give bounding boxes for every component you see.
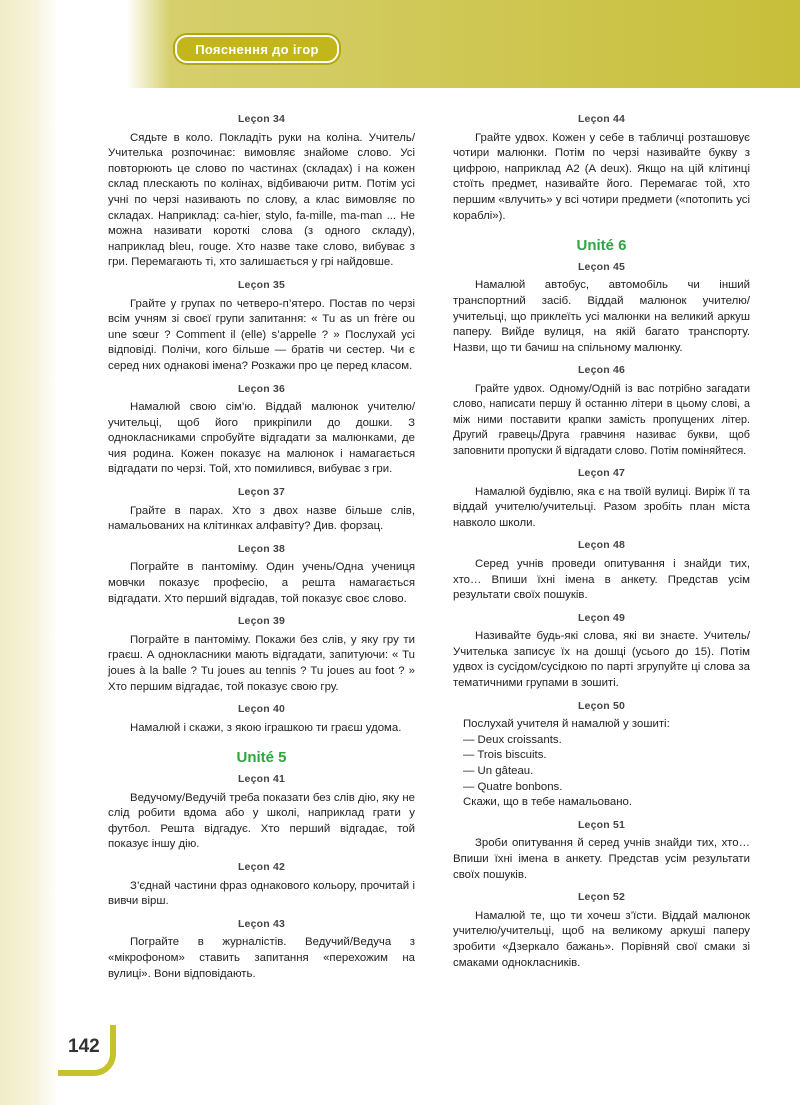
lesson-title: Leçon 34 <box>237 113 286 125</box>
lesson-title: Leçon 50 <box>577 699 626 712</box>
page-number: 142 <box>68 1036 100 1057</box>
lesson-title: Leçon 43 <box>237 917 286 930</box>
lesson-title: Leçon 52 <box>577 891 626 904</box>
unit-6-heading: Unité 6 <box>576 237 627 255</box>
lesson-44 <box>453 112 750 224</box>
lesson-text: Сядьте в коло. Покладіть руки на коліна. Учитель/Учителька розпочинає: вимовляє знайоме слово. Усі повторюють це слово по частинах (складах) і на кожен склад плескають по колінах, відбиваючи ритм. Потім усі учні по черзі називають по слову, а клас вимовляє по складах. Наприклад: ca-hier, stylo, fa-mille, ma-man ... Не можна називати короткі слова (з одного складу), наприклад bleu, rouge. Хто назве таке слово, вибуває з гри. Перемагають ті, хто залишається у грі найдовше. <box>108 131 415 269</box>
lesson-text: Грайте удвох. Кожен у себе в табличці розташовує чотири малюнки. Потім по черзі називайте букву з цифрою, наприклад А2 (A deux). Якщо на цій клітинці стоїть предмет, називайте його. Перемагає той, хто першим «влучить» у всі чотири предмети («потопить усі кораблі»). <box>453 131 750 222</box>
lesson-title: Leçon 46 <box>577 364 626 377</box>
lesson-text: Грайте удвох. Одному/Одній із вас потрібно загадати слово, написати першу й останню літери в цьому слові, а між ними поставити крапки замість пропущених літер. Другий гравець/Друга гравчиня називає букви, щоб заповнити пропуски й відгадати слово. Потім поміняйтеся. <box>453 382 750 457</box>
lesson-text: Пограйте в пантоміму. Один учень/Одна учениця мовчки показує професію, а решта намагається відгадати. Хто перший відгадав, той показує своє слово. <box>108 561 415 605</box>
lesson-38 <box>108 542 415 607</box>
lesson-text: З’єднай частини фраз однакового кольору, прочитай і вивчи вірш. <box>108 879 415 908</box>
lesson-40 <box>108 702 415 736</box>
lesson-text: Намалюй автобус, автомобіль чи інший транспортний засіб. Віддай малюнок учителю/учительці, що приклеїть усі малюнки на великий аркуш паперу. Вийде вулиця, на якій багато транспорту. Назви, що ти бачиш на спільному малюнку. <box>453 279 750 354</box>
lesson-41 <box>108 772 415 853</box>
lesson-title: Leçon 40 <box>237 703 286 716</box>
lesson-51 <box>453 818 750 883</box>
lesson-title: Leçon 36 <box>237 382 286 395</box>
lesson-title: Leçon 41 <box>237 772 286 785</box>
lesson-title: Leçon 44 <box>577 113 626 125</box>
lesson-text: Намалюй і скажи, з якою іграшкою ти граєш удома. <box>130 721 402 734</box>
lesson-title: Leçon 47 <box>577 466 626 479</box>
lesson-34 <box>108 112 415 271</box>
lesson-text: Пограйте в журналістів. Ведучий/Ведуча з «мікрофоном» ставить запитання «перехожим на вулиці». Вони відповідають. <box>108 936 415 980</box>
lesson-43 <box>108 917 415 982</box>
lesson-title: Leçon 35 <box>237 278 286 291</box>
lesson-text: Пограйте в пантоміму. Покажи без слів, у яку гру ти граєш. А однокласники мають відгадати, запитуючи: « Tu joues à la balle ? Tu joues au tennis ? Tu joues au foot ? » Хто першим відгадає, той показує свою гру. <box>108 633 415 693</box>
unit-5-heading: Unité 5 <box>236 749 287 767</box>
lesson-46 <box>453 363 750 459</box>
lesson-52 <box>453 890 750 971</box>
lesson-title: Leçon 49 <box>577 611 626 624</box>
lesson-50 <box>453 699 750 811</box>
lesson-title: Leçon 51 <box>577 818 626 831</box>
lesson-39 <box>108 614 415 695</box>
lesson-48 <box>453 538 750 603</box>
lesson-outro: Скажи, що в тебе намальовано. <box>463 796 633 809</box>
lesson-35 <box>108 278 415 375</box>
lesson-title: Leçon 45 <box>577 260 626 273</box>
list-item: — Un gâteau. <box>463 765 534 778</box>
lesson-title: Leçon 38 <box>237 542 286 555</box>
lesson-text: Намалюй свою сім’ю. Віддай малюнок учителю/учительці, щоб його прикріпили до дошки. З однокласниками спробуйте відгадати за малюнками, де чия родина. Кожен показує на малюнок і намагається відгадати по черзі. Той, хто помилився, вибуває з гри. <box>108 401 415 476</box>
lesson-37 <box>108 485 415 535</box>
lesson-title: Leçon 48 <box>577 539 626 552</box>
lesson-47 <box>453 466 750 531</box>
lesson-text: Грайте в парах. Хто з двох назве більше слів, намальованих на клітинках алфавіту? Див. форзац. <box>108 504 415 533</box>
lesson-text: Намалюй будівлю, яка є на твоїй вулиці. Виріж її та віддай учителю/учительці. Разом зробіть план міста навколо школи. <box>453 485 750 529</box>
left-decorative-strip <box>0 0 58 1105</box>
lesson-text: Грайте у групах по четверо-п’ятеро. Постав по черзі всім учням зі своєї групи запитання: « Tu as un frère ou une sœur ? Comment il (elle) s’appelle ? » Послухай усі відповіді. Полічи, кого більше — братів чи сестер. Чи є серед них однакові імена? Розкажи про це перед класом. <box>108 297 415 372</box>
lesson-title: Leçon 39 <box>237 615 286 628</box>
lesson-title: Leçon 37 <box>237 486 286 499</box>
lesson-36 <box>108 382 415 479</box>
list-item: — Trois biscuits. <box>463 749 547 762</box>
lesson-text: Ведучому/Ведучій треба показати без слів дію, яку не слід робити вдома або у школі, наприклад грати у футбол. Решта відгадує. Хто перший відгадає, той показує іншу дію. <box>108 791 415 851</box>
left-column <box>108 112 415 989</box>
lesson-text: Серед учнів проведи опитування і знайди тих, хто… Впиши їхні імена в анкету. Представ усім результати своїх пошуків. <box>453 557 750 602</box>
lesson-45 <box>453 260 750 357</box>
item-list <box>453 733 750 795</box>
lesson-49 <box>453 611 750 692</box>
section-badge: Пояснення до ігор <box>175 35 339 63</box>
lesson-42 <box>108 860 415 910</box>
list-item: — Quatre bonbons. <box>463 780 563 793</box>
list-item: — Deux croissants. <box>463 733 562 746</box>
lesson-intro: Послухай учителя й намалюй у зошиті: <box>463 718 670 731</box>
lesson-text: Намалюй те, що ти хочеш з’їсти. Віддай малюнок учителю/учительці, щоб на великому аркуші паперу зробити «Дзеркало бажань». Порівняй свої смаки зі смаками однокласників. <box>453 909 750 969</box>
lesson-text: Зроби опитування й серед учнів знайди тих, хто… Впиши їхні імена в анкету. Представ усім результати своїх пошуків. <box>453 837 750 881</box>
lesson-text: Називайте будь-які слова, які ви знаєте. Учитель/Учителька записує їх на дошці (усього до 15). Потім удвох із сусідом/сусідкою по парті згрупуйте ці слова за тематичними групами в зошиті. <box>453 630 750 690</box>
right-column <box>453 112 750 978</box>
lesson-title: Leçon 42 <box>237 860 286 873</box>
